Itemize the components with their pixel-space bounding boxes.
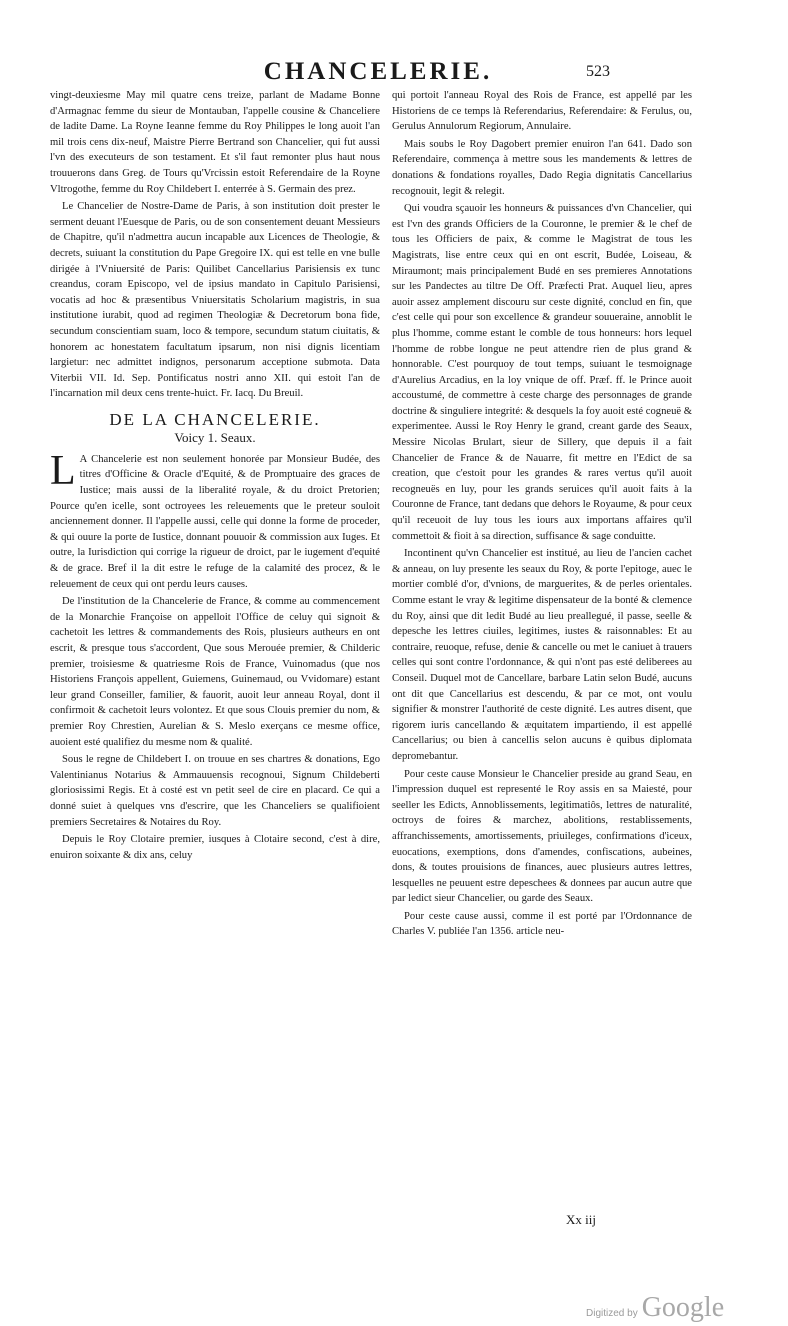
section-heading: DE LA CHANCELERIE. [109,409,321,429]
right-column [392,88,692,940]
section-paragraph-text: A Chancelerie est non seulement honorée par Monsieur Budée, des titres d'Officine & Oracle d'Equité, & de Promptuaire des graces de Iustice; mais aussi de la liberalité royale, & du droict Pretorien; Pource qu'en icelle, sont octroyees les releuements que le preteur souloit anciennement donner. Il l'appelle aussi, celle qui donne la forme de proceder, & qui ouure la porte de Iustice, donnant pouuoir & commission aux Iuges. Et outre, la Iurisdiction qui corrige la rigueur de droict, par le iugement d'equité & de grace. Bref il la dit estre le refuge de la calamité des procez, & le releuement de ceux qui ont perdu leurs causes. [50,453,380,590]
google-watermark [586,1294,724,1322]
left-paragraph: vingt-deuxiesme May mil quatre cens treize, parlant de Madame Bonne d'Armagnac femme du sieur de Montauban, l'appelle cousine & Chanceliere de ladite Dame. La Royne Ieanne femme du Roy Philippes le long auoit l'an mil trois cens dix-neuf, Maistre Pierre Bertrand son Chancelier, qui fut aussi l'vn des executeurs de son testament. Et s'il faut remonter plus haut nous trouuerons dans Greg. de Tours qu'Vrcissin estoit Referendaire de la Royne Vltrogothe, femme du Roy Childebert I. enterrée à S. Germain des prez. [50,90,380,195]
right-paragraph: Mais soubs le Roy Dagobert premier enuiron l'an 641. Dado son Referendaire, commença à mettre sous les mandements & lettres de donations & fondations royalles, Dado Regia dignitatis Cancellarius recognouit, legit & relegit. [392,138,692,197]
right-paragraph: Pour ceste cause Monsieur le Chancelier preside au grand Seau, en l'impression duquel est representé le Roy assis en sa Maiesté, pour seeller les Edicts, Annoblissements, legitimatiôs, lettres de naturalité, octroys de foires & marchez, abolitions, restablissements, affranchissements, amortissements, priuileges, confirmations d'iceux, euocations, exemptions, dons d'amendes, confiscations, aubeines, dons, & toutes prouisions de finances, auec plusieurs autres lettres, lesquelles ne peuuent estre depeschees & donnees par aucun autre que par ledict sieur Chancelier, ou garde des Seaux. [392,768,692,905]
left-column [50,88,380,863]
right-paragraph: Incontinent qu'vn Chancelier est institué, au lieu de l'ancien cachet & anneau, on luy presente les seaux du Roy, & porte l'epitoge, auec le mortier comblé d'or, d'vnions, de marguerites, & de perles orientales. Comme estant le vray & legitime dispensateur de la bonté & clemence du Roy, ainsi que dit ledit Budé au lieu preallegué, il passe, seelle & depesche les lettres ciuiles, legitimes, iustes & raisonnables: Et au contraire, reuoque, refuse, denie & cancelle ou met le caniuet à trauers celles qui sont contre l'ordonnance, & qui n'ont pas esté deliberees au Conseil. Duquel mot de Cancellare, barbare Latin selon Budé, aucuns ont dit que Cancellarius est descendu, & par ce mot, ont voulu signifier & monstrer l'authorité de ceste dignité. Les autres disent, que rigorem iuris cancellando & æquitatem impartiendo, il est appellé Cancellarius; ou bien à cancellis selon aucuns è quibus diplomata depromebantur. [392,548,692,762]
right-paragraph: Qui voudra sçauoir les honneurs & puissances d'vn Chancelier, qui est l'vn des grands Officiers de la Couronne, le premier & le chef de tous les Officiers de paix, & comme le Magistrat de tous les Magistrats, lise entre ceux qui en ont escrit, Budée, Loiseau, & Miraumont; mais principalement Budé en ses premieres Annotations sur les Pandectes au tiltre De Off. Præfecti Prat. Auquel lieu, apres auoir assez amplement discouru sur ceste dignité, conclud en fin, que c'est celle qui pour son excellence & grandeur souueraine, annoblit le plus l'homme, comme estant le comble de tous honneurs: hors lequel l'homme de robbe longue ne peut attendre rien de plus grand & honnorable. C'est pourquoy de tout temps, suiuant le tesmoignage d'Aurelius Arcadius, en la loy vnique de off. Præf. ff. le Prince auoit accoustumé, de commettre à ceste charge des personnages de grande doctrine & singuliere integrité: & desquels la foy auoit esté cogneuë & experimentee. Aussi le Roy Henry le grand, creant garde des Seaux, Messire Nicolas Brulart, sieur de Sillery, que depuis il a fait Chancelier de France & de Nauarre, fit mettre en l'Edict de sa creation, que c'estoit pour les grandes & rares vertus qu'il auoit recogneuës en luy, pour les grands seruices qu'il auoit faits à la Couronne de France, tant dedans que dehors le Royaume, & pour ceux qu'il receuoit de luy tous les iours aux importans affaires qu'il commettoit & fioit à sa direction, suffisance & sage conduitte. [392,203,692,542]
right-paragraph: qui portoit l'anneau Royal des Rois de France, est appellé par les Historiens de ce temps là Referendarius, Referendaire: & Ferulus, ou, Gerulus Annulorum Regiorum, Annulaire. [392,90,692,133]
section-subheading: Voicy 1. Seaux. [174,429,256,445]
section-paragraph: Depuis le Roy Clotaire premier, iusques à Clotaire second, c'est à dire, enuiron soixante & dix ans, celuy [50,834,380,861]
section-paragraph: Sous le regne de Childebert I. on trouue en ses chartres & donations, Ego Valentinianus Notarius & Ammauuensis recognoui, Signum Childeberti gloriosissimi Regis. Et à costé est vn petit seel de cire en placard. Ce qui a donné suiet à quelques vns d'escrire, que les Chanceliers se qualifioient premiers Secretaires & Notaires du Roy. [50,754,380,828]
running-title: CHANCELERIE. [263,58,493,85]
left-paragraph: Le Chancelier de Nostre-Dame de Paris, à son institution doit prester le serment deuant l'Euesque de Paris, ou de son consentement deuant Messieurs de Chapitre, qu'il n'admettra aucun incapable aux Licences de Theologie, & decrets, suiuant la constitution du Pape Gregoire IX. qui est telle en vne bulle dirigée à l'Vniuersité de Paris: Quilibet Cancellarius Parisiensis ex tunc creandus, coram Episcopo, vel de ipsius mandato in Capitulo Parisiensi, vocatis ad hoc & præsentibus Vniuersitatis Scholarium magistris, in sua institutione iurabit, quod ad regimen Theologiæ & Decretorum bona fide, secundum conscientiam suam, loco & tempore, secundum statum ciuitatis, & honorem ac honestatem facultatum ipsarum, non nisi dignis licentiam largietur: nec admittet indignos, personarum acceptione submota. Data Viterbii VII. Id. Sep. Pontificatus nostri anno XII. qui estoit l'an de l'incarnation mil deux cens trente-huict. Fr. Iacq. Du Breuil. [50,201,380,400]
section-paragraph: De l'institution de la Chancelerie de France, & comme au commencement de la Monarchie Françoise on appelloit l'Office de celuy qui signoit & cachetoit les lettres & commandements des Rois, plusieurs autheurs en ont escrit, & presque tous s'accordent, Que sous Merouée premier, & Childeric premier, troisiesme & quatriesme Rois de France, Vuinomadus (que nos Historiens François appellent, Guiemens, Guinemaud, ou Vvidomare) estant leur grand Conseiller, familier, & fauorit, auoit leur anneau Royal, dont il confirmoit & cachetoit leurs volontez. Et que sous Clouis premier du nom, & premier Roy Chrestien, Aurelian & S. Meslo exerçans ce mesme office, auoient esté qualifiez du mesme nom & qualité. [50,596,380,748]
google-logo: Google [641,1292,725,1323]
drop-cap: L [50,447,76,494]
signature-mark: Xx iij [566,1212,596,1227]
page-number: 523 [586,63,610,80]
section-paragraph [50,447,380,592]
watermark-prefix: Digitized by [586,1308,638,1319]
right-paragraph: Pour ceste cause aussi, comme il est porté par l'Ordonnance de Charles V. publiée l'an 1356. article neu- [392,910,692,938]
